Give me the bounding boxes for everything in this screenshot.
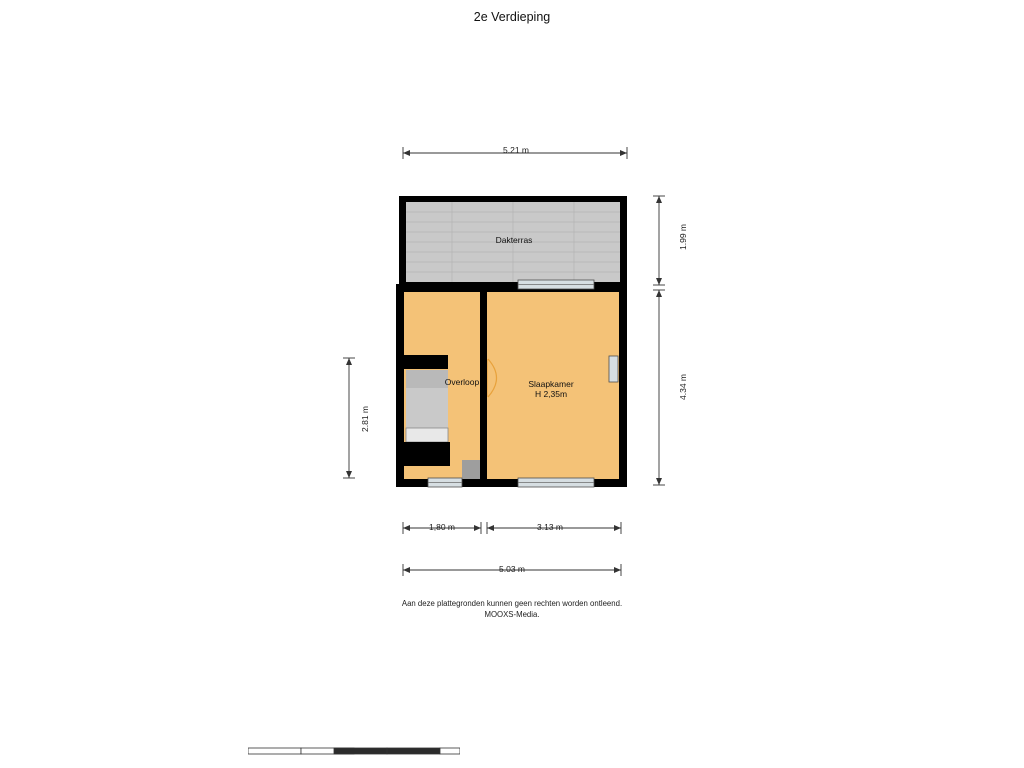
dimension-top-label: 5.21 m: [503, 145, 529, 155]
disclaimer-line-2: MOOXS-Media.: [484, 610, 540, 619]
disclaimer: [0, 598, 1024, 620]
scale-bar: [248, 745, 460, 757]
disclaimer-line-1: Aan deze plattegronden kunnen geen rechten worden ontleend.: [401, 599, 623, 608]
dimension-bottom-left-label: 1,80 m: [429, 522, 455, 532]
window-east: [609, 356, 618, 382]
stair-shaft: [404, 442, 450, 466]
dimension-left-label: 2.81 m: [360, 406, 370, 432]
dimension-right-upper-label: 1.99 m: [678, 224, 688, 250]
dimension-bottom-total-label: 5.03 m: [499, 564, 525, 574]
room-label-slaapkamer: Slaapkamer: [528, 379, 574, 389]
room-height-slaapkamer: H 2,35m: [534, 389, 568, 399]
room-label-dakterras: Dakterras: [495, 235, 533, 245]
page-title: 2e Verdieping: [473, 10, 551, 24]
dimension-bottom-right-label: 3.13 m: [537, 522, 563, 532]
overloop-wall-stub: [404, 355, 448, 369]
dimension-right-lower-label: 4.34 m: [678, 374, 688, 400]
room-label-overloop: Overloop: [444, 377, 480, 387]
stair-landing: [406, 428, 448, 442]
step-detail: [462, 460, 480, 479]
